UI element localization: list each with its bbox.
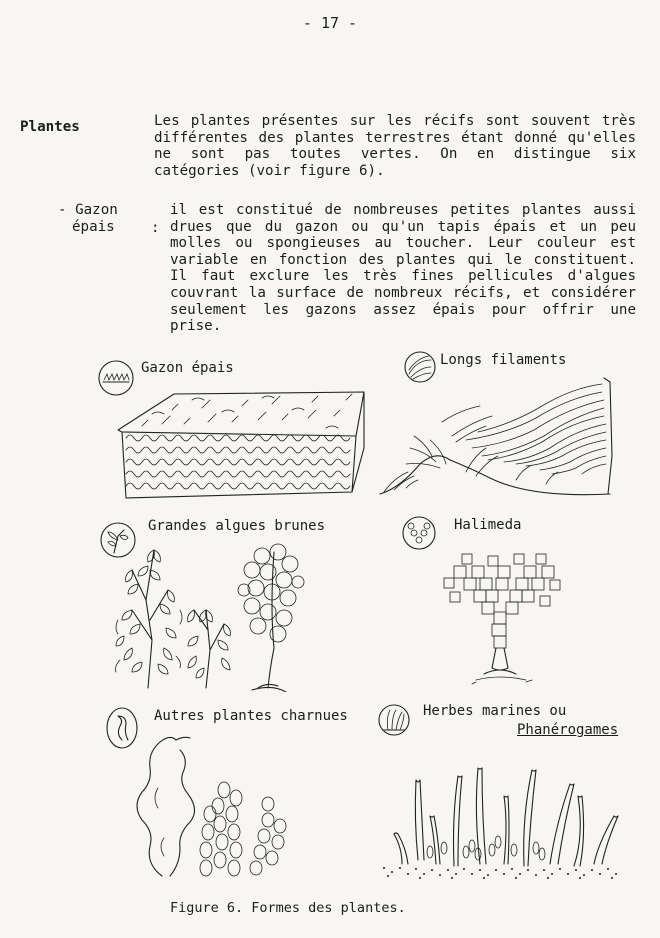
illustration-charnues — [128, 728, 288, 878]
illustration-halimeda — [436, 550, 566, 690]
text-line: Les plantes présentes sur les récifs sont souvent très — [154, 113, 636, 129]
page-number: - 17 - — [302, 14, 358, 32]
figure-caption: Figure 6. Formes des plantes. — [170, 900, 406, 916]
fig-title-phanerogames: Phanérogames — [517, 722, 619, 738]
illustration-brunes — [102, 540, 316, 692]
fig-title-brunes: Grandes algues brunes — [148, 518, 326, 534]
gazon-label — [58, 202, 158, 235]
text-line: il est constitué de nombreuses petites plantes aussi — [170, 202, 636, 218]
illustration-gazon — [112, 388, 368, 506]
text-line: couvrant la surface de nombreux récifs, et considérer — [170, 284, 636, 301]
halimeda-icon — [400, 514, 438, 552]
text-line: catégories (voir figure 6). — [154, 162, 385, 179]
text-line: variable en fonction des plantes qui le constituent. — [170, 251, 636, 268]
gazon-paragraph — [170, 202, 636, 335]
herbes-icon — [376, 702, 412, 738]
fig-title-charnues: Autres plantes charnues — [154, 708, 348, 724]
fig-title-herbes: Herbes marines ou — [423, 703, 567, 719]
fig-title-halimeda: Halimeda — [454, 517, 522, 533]
illustration-filaments — [376, 376, 626, 502]
gazon-colon: : — [151, 220, 160, 236]
gazon-label-dash: - — [58, 202, 67, 218]
text-line: molles ou spongieuses au toucher. Leur couleur est — [170, 235, 636, 252]
fig-title-filaments: Longs filaments — [440, 352, 567, 368]
text-line: Il faut exclure les très fines pellicules d'algues — [170, 268, 636, 285]
text-line: seulement les gazons assez épais pour offrir une — [170, 301, 636, 318]
illustration-herbes — [374, 740, 624, 880]
text-line: différentes des plantes terrestres étant donné qu'elles — [154, 129, 636, 146]
text-line: drues que du gazon ou qu'un tapis épais et un peu — [170, 218, 636, 235]
text-line: ne sont pas toutes vertes. On en distingue six — [154, 146, 636, 163]
gazon-label-word1: Gazon — [75, 202, 118, 218]
gazon-label-word2: épais — [72, 218, 115, 235]
plantes-paragraph — [154, 113, 636, 179]
section-label-plantes: Plantes — [20, 119, 80, 135]
text-line: prise. — [170, 318, 222, 335]
fig-title-gazon: Gazon épais — [141, 360, 234, 376]
